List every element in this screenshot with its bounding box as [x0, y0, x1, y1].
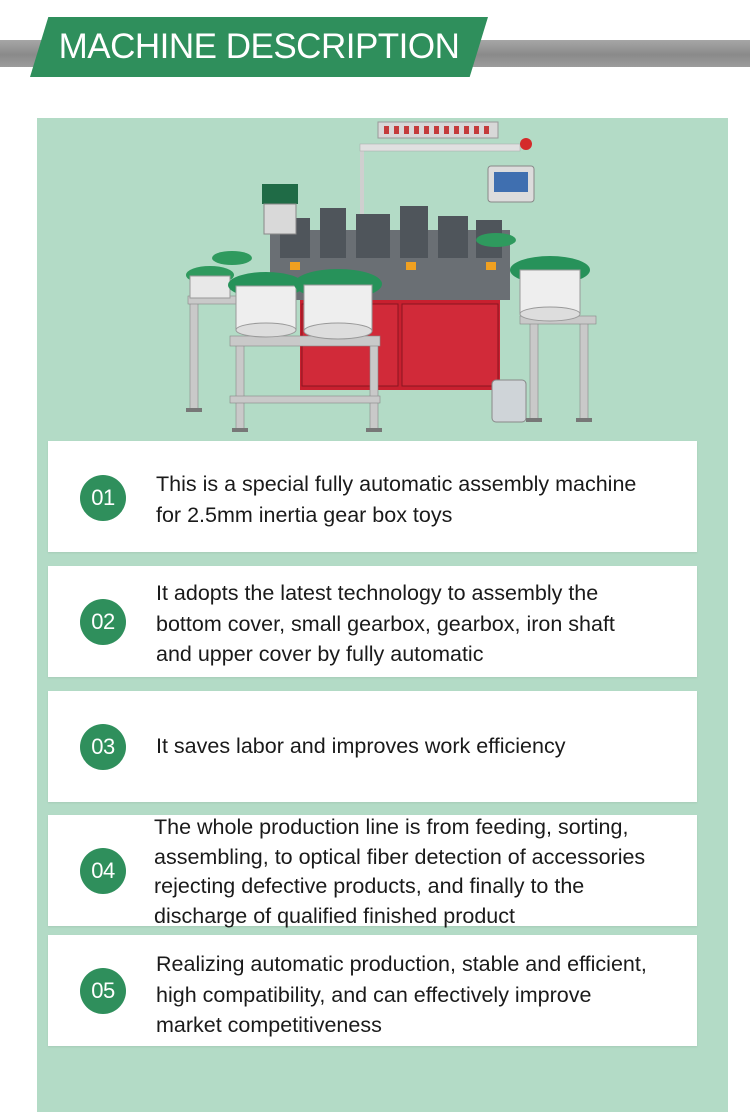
description-card [48, 566, 697, 677]
item-line: discharge of qualified finished product [154, 903, 515, 928]
item-description [156, 731, 697, 762]
item-description [154, 813, 697, 931]
item-number-badge: 02 [80, 599, 126, 645]
item-number-badge: 03 [80, 724, 126, 770]
description-card [48, 441, 697, 552]
item-line: The whole production line is from feeding, sorting, [154, 815, 629, 839]
item-line: bottom cover, small gearbox, gearbox, iron shaft [156, 611, 615, 636]
item-line: rejecting defective products, and finally to the [154, 874, 585, 898]
description-card [48, 691, 697, 802]
item-line: It adopts the latest technology to assembly the [156, 581, 599, 605]
page-title: MACHINE DESCRIPTION [58, 27, 460, 66]
item-description [156, 949, 697, 1041]
item-description [156, 469, 697, 530]
item-line: It saves labor and improves work efficiency [156, 734, 566, 758]
item-line: and upper cover by fully automatic [156, 642, 484, 666]
item-line: high compatibility, and can effectively improve [156, 982, 592, 1007]
item-number-badge: 05 [80, 968, 126, 1014]
item-line: for 2.5mm inertia gear box toys [156, 502, 453, 527]
description-card [48, 935, 697, 1046]
item-description [156, 578, 697, 670]
description-card [48, 815, 697, 926]
item-line: market competitiveness [156, 1013, 382, 1037]
item-number-badge: 04 [80, 848, 126, 894]
item-number-badge: 01 [80, 475, 126, 521]
machine-image [180, 120, 600, 440]
item-line: Realizing automatic production, stable and efficient, [156, 952, 647, 976]
item-line: This is a special fully automatic assembly machine [156, 472, 637, 496]
item-line: assembling, to optical fiber detection of accessories [154, 844, 646, 869]
